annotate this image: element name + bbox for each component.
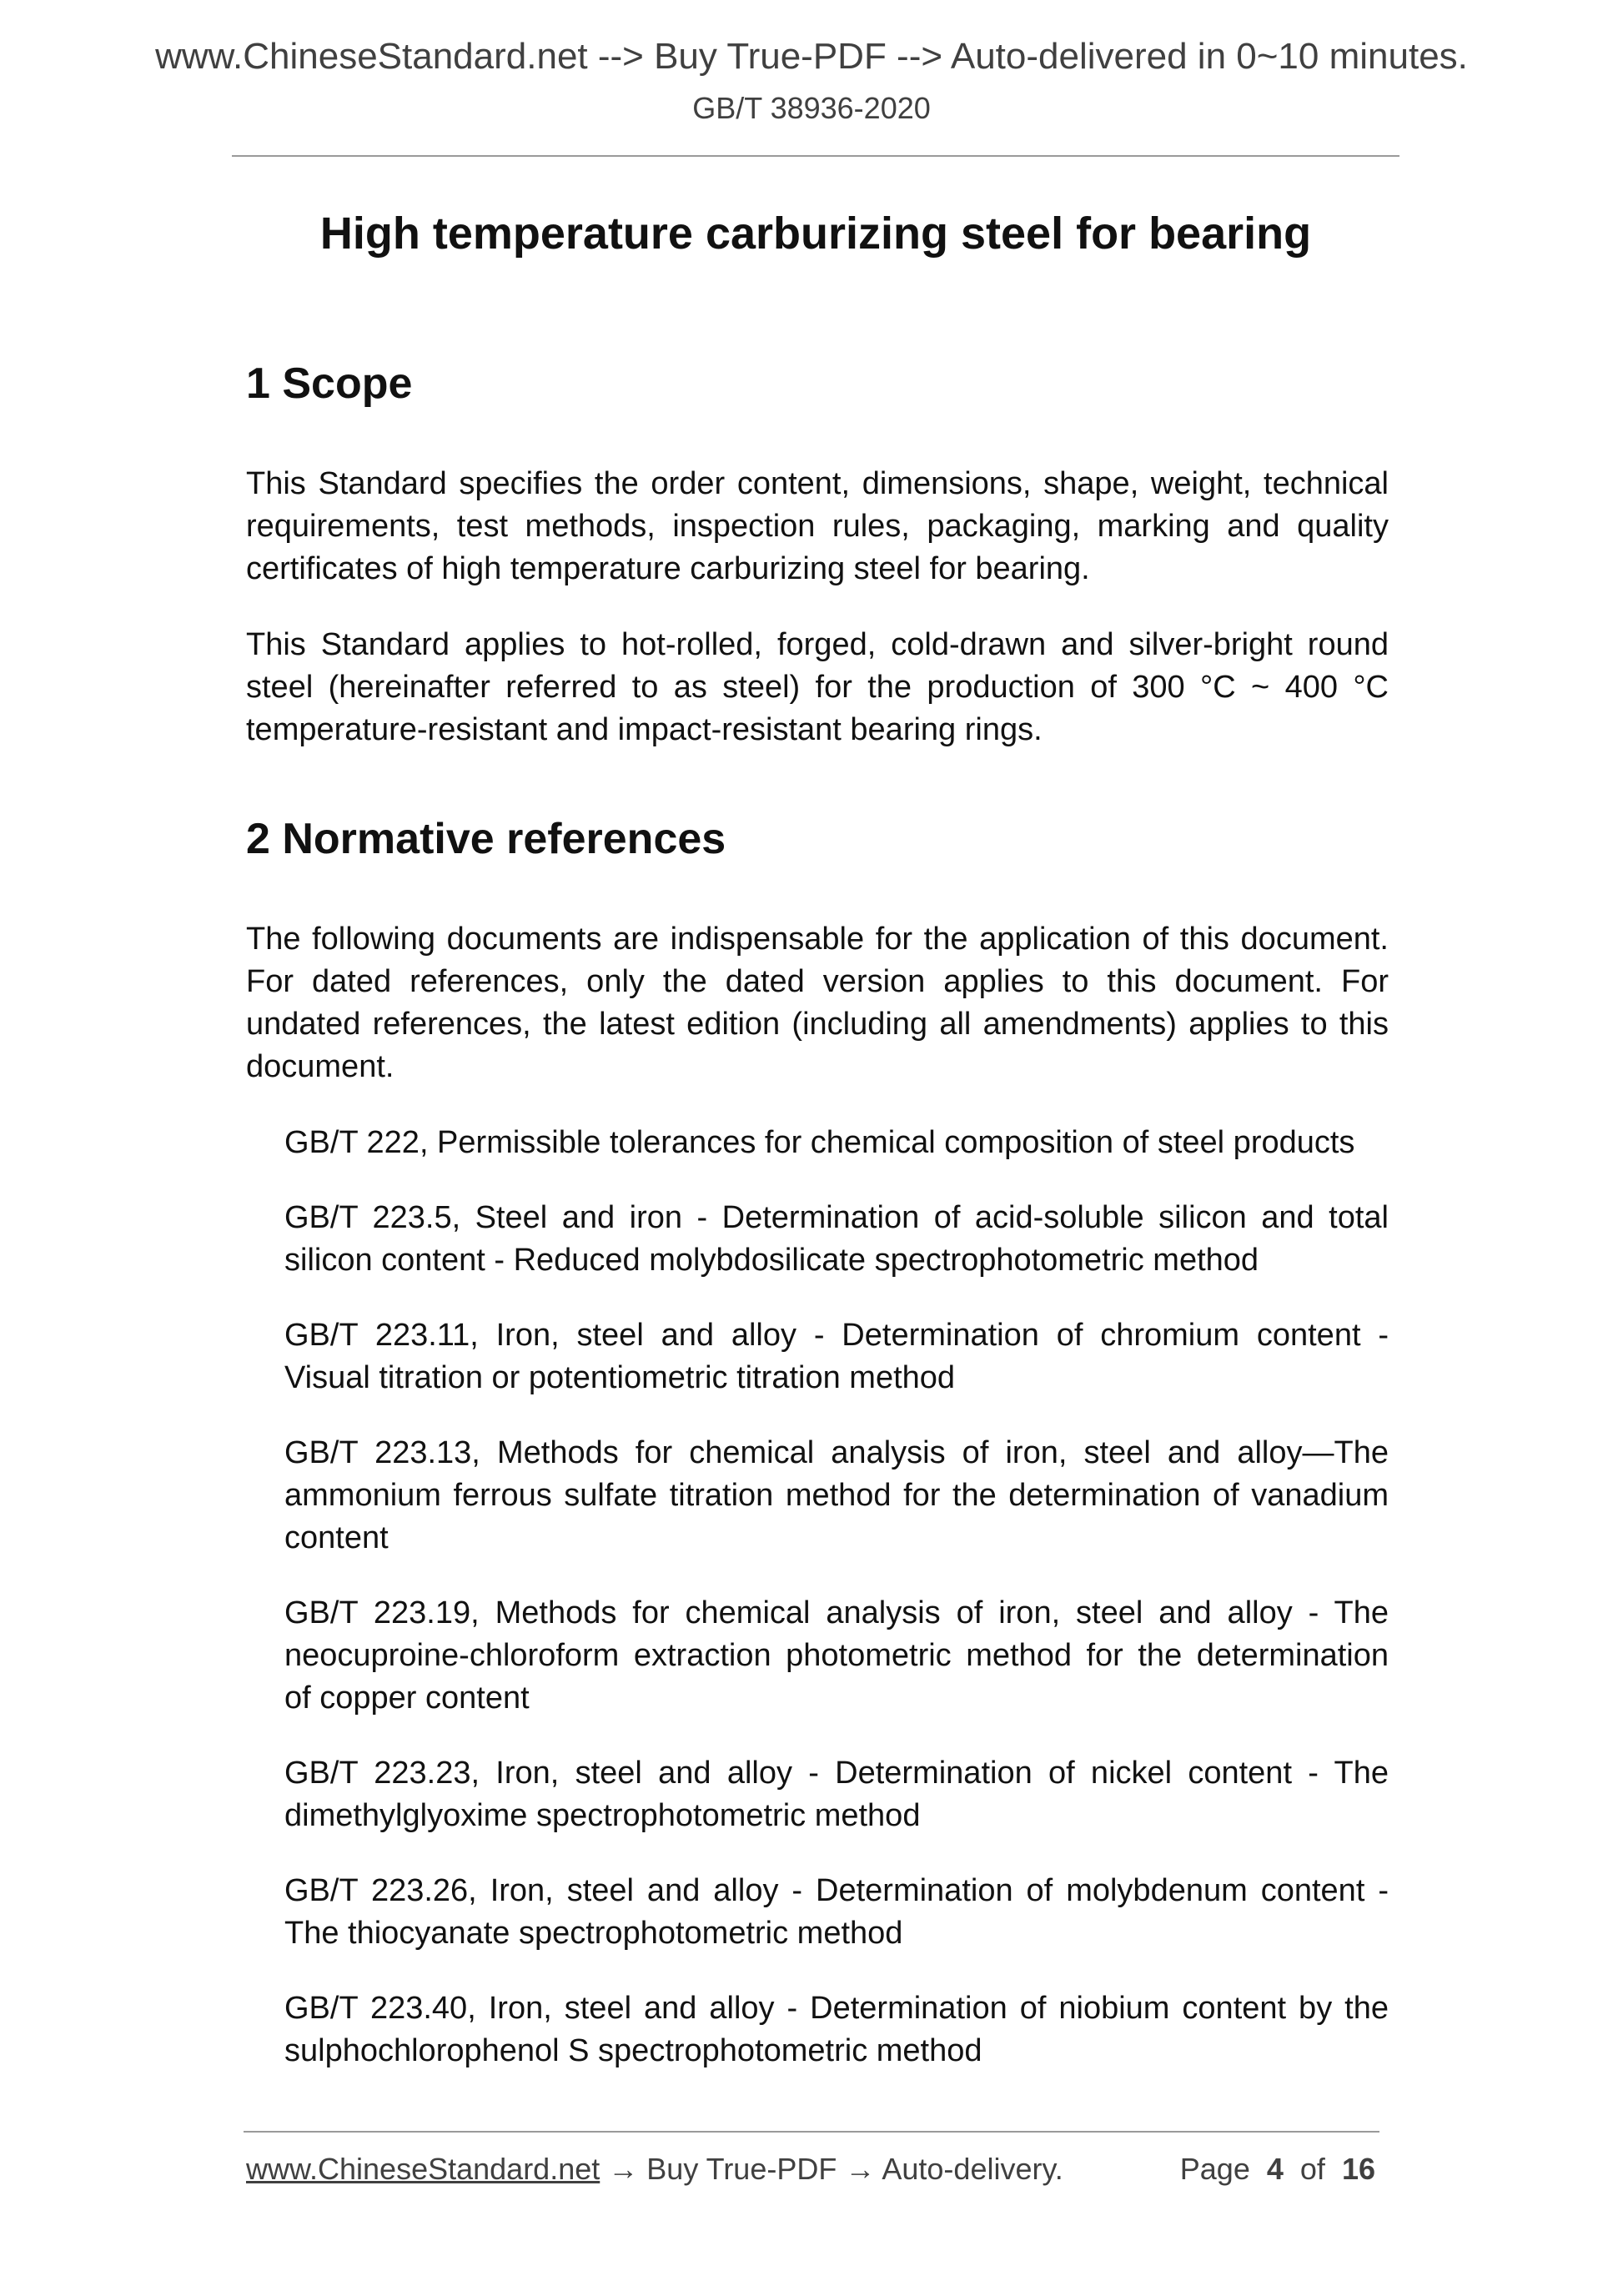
footer-site-link[interactable]: www.ChineseStandard.net [246, 2152, 600, 2186]
page-header [0, 32, 1623, 128]
section-heading-normative-references: 2 Normative references [246, 815, 726, 863]
footer-buy-text: Buy True-PDF [646, 2152, 837, 2186]
header-banner: www.ChineseStandard.net --> Buy True-PDF --> Auto-delivered in 0~10 minutes. [155, 36, 1468, 77]
footer-promo [246, 2146, 1063, 2193]
page-footer [246, 2146, 1380, 2193]
page-of-label: of [1299, 2152, 1325, 2186]
reference-item: GB/T 223.40, Iron, steel and alloy - Determination of niobium content by the sulphochlorophenol S spectrophotometric method [284, 1991, 1389, 2068]
arrow-right-icon: → [608, 2152, 639, 2186]
section-heading-scope: 1 Scope [246, 359, 413, 408]
header-divider [232, 155, 1399, 157]
document-title: High temperature carburizing steel for bearing [319, 208, 1312, 259]
arrow-right-icon: → [845, 2152, 876, 2186]
reference-item: GB/T 222, Permissible tolerances for chemical composition of steel products [284, 1125, 1355, 1160]
document-body [246, 354, 1389, 2105]
reference-item: GB/T 223.19, Methods for chemical analysis of iron, steel and alloy - The neocuproine-chloroform extraction photometric method for the determination of copper content [284, 1595, 1389, 1716]
footer-divider [244, 2131, 1379, 2133]
page-total: 16 [1341, 2152, 1375, 2186]
reference-item: GB/T 223.23, Iron, steel and alloy - Determination of nickel content - The dimethylglyoxime spectrophotometric method [284, 1756, 1389, 1833]
reference-list [246, 1122, 1389, 2072]
scope-paragraph: This Standard specifies the order content, dimensions, shape, weight, technical requirements, test methods, inspection rules, packaging, marking and quality certificates of high temperature carburizing steel for bearing. [246, 466, 1389, 586]
reference-item: GB/T 223.26, Iron, steel and alloy - Determination of molybdenum content - The thiocyanate spectrophotometric method [284, 1873, 1389, 1951]
page-label: Page [1179, 2152, 1250, 2186]
page-current: 4 [1266, 2152, 1284, 2186]
reference-item: GB/T 223.5, Steel and iron - Determination of acid-soluble silicon and total silicon content - Reduced molybdosilicate spectrophotometric method [284, 1200, 1389, 1278]
page-number [1180, 2146, 1375, 2193]
standard-code: GB/T 38936-2020 [692, 91, 931, 125]
section-spacer [246, 785, 1389, 810]
reference-item: GB/T 223.11, Iron, steel and alloy - Determination of chromium content - Visual titration or potentiometric titration method [284, 1318, 1389, 1395]
scope-paragraph: This Standard applies to hot-rolled, forged, cold-drawn and silver-bright round steel (hereinafter referred to as steel) for the production of 300 °C ~ 400 °C temperature-resistant and impact-resistant bearing rings. [246, 627, 1389, 747]
footer-delivery-text: Auto-delivery. [882, 2152, 1063, 2186]
references-intro-paragraph: The following documents are indispensable for the application of this document. For dated references, only the dated version applies to this document. For undated references, the latest edition (including all amendments) applies to this document. [246, 922, 1389, 1084]
reference-item: GB/T 223.13, Methods for chemical analysis of iron, steel and alloy—The ammonium ferrous sulfate titration method for the determination of vanadium content [284, 1435, 1389, 1555]
